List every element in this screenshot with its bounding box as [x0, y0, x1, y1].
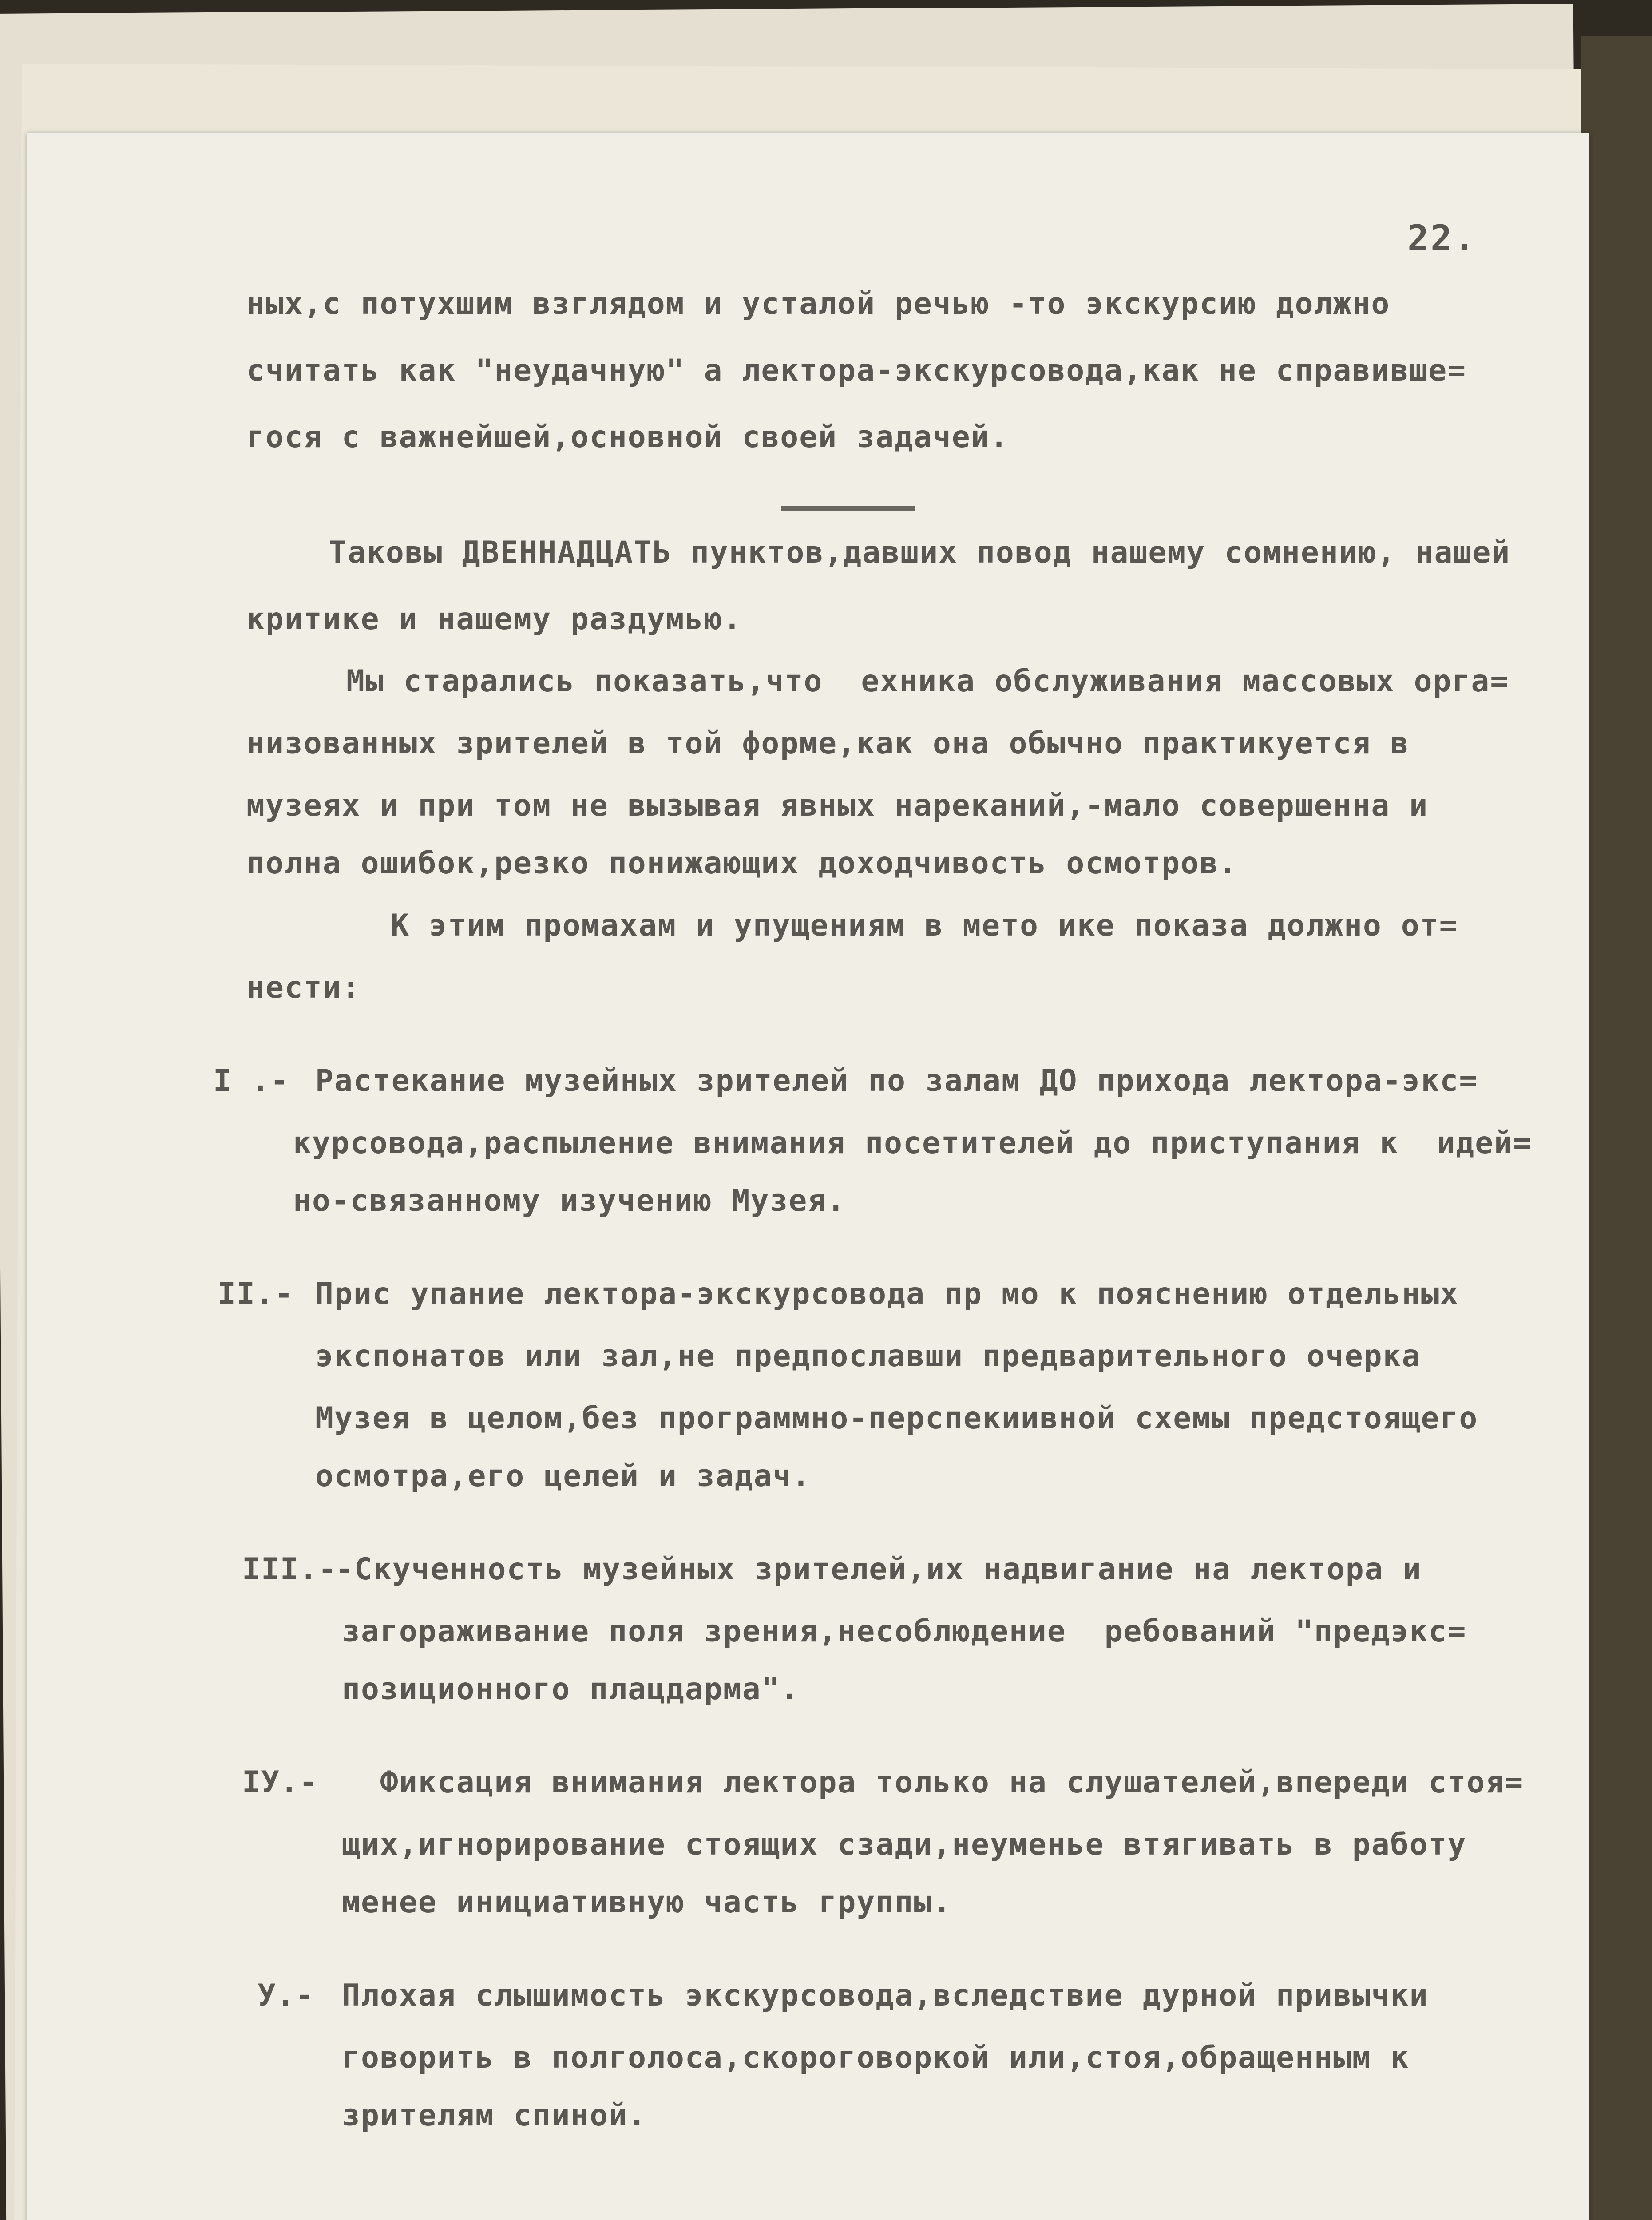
- item-line: загораживание поля зрения,несоблюдение ребований "предэкс=: [342, 1614, 1467, 1649]
- paragraph-line: полна ошибок,резко понижающих доходчивость осмотров.: [246, 846, 1238, 881]
- intro-line: ных,с потухшим взглядом и усталой речью -то экскурсию должно: [246, 286, 1391, 321]
- paragraph-line: Таковы ДВЕННАДЦАТЬ пунктов,давших повод нашему сомнению, нашей: [329, 535, 1511, 570]
- paragraph-line: критике и нашему раздумью.: [246, 602, 742, 637]
- item-line: Музея в целом,без программно-перспекиивной схемы предстоящего: [315, 1401, 1478, 1436]
- paragraph-line: музеях и при том не вызывая явных нареканий,-мало совершенна и: [246, 788, 1429, 823]
- item-line: Плохая слышимость экскурсовода,вследствие дурной привычки: [342, 1978, 1429, 2013]
- item-line: говорить в полголоса,скороговоркой или,стоя,обращенным к: [342, 2040, 1410, 2075]
- intro-line: считать как "неудачную" а лектора-экскурсовода,как не справивше=: [246, 353, 1467, 388]
- item-line: курсовода,распыление внимания посетителей до приступания к идей=: [293, 1126, 1533, 1161]
- item-number: II.-: [218, 1276, 294, 1312]
- paragraph-line: К этим промахам и упущениям в мето ике показа должно от=: [391, 908, 1458, 943]
- section-divider: [781, 506, 915, 511]
- item-number: У.-: [258, 1978, 315, 2013]
- item-line: зрителям спиной.: [342, 2098, 647, 2133]
- item-line: позиционного плацдарма".: [342, 1672, 800, 1707]
- paragraph-line: нести:: [246, 970, 361, 1005]
- item-line: Фиксация внимания лектора только на слушателей,впереди стоя=: [342, 1765, 1524, 1800]
- intro-line: гося с важнейшей,основной своей задачей.: [246, 420, 1009, 455]
- item-line: экспонатов или зал,не предпославши предварительного очерка: [315, 1339, 1421, 1374]
- item-number: III.-: [242, 1552, 337, 1587]
- item-line: щих,игнорирование стоящих сзади,неуменье втягивать в работу: [342, 1827, 1467, 1862]
- item-line: Прис упание лектора-экскурсовода пр мо к пояснению отдельных: [315, 1276, 1459, 1312]
- item-line: -Скученность музейных зрителей,их надвигание на лектора и: [335, 1552, 1422, 1587]
- item-line: Растекание музейных зрителей по залам ДО прихода лектора-экс=: [315, 1063, 1478, 1098]
- paragraph-line: низованных зрителей в той форме,как она обычно практикуется в: [246, 726, 1410, 761]
- paragraph-line: Мы старались показать,что ехника обслуживания массовых орга=: [346, 664, 1509, 699]
- item-line: менее инициативную часть группы.: [342, 1885, 952, 1920]
- item-number: IУ.-: [242, 1765, 318, 1800]
- item-line: но-связанному изучению Музея.: [293, 1183, 846, 1218]
- item-line: осмотра,его целей и задач.: [315, 1459, 811, 1494]
- item-number: I .-: [213, 1063, 289, 1098]
- page-number: 22.: [1407, 218, 1477, 259]
